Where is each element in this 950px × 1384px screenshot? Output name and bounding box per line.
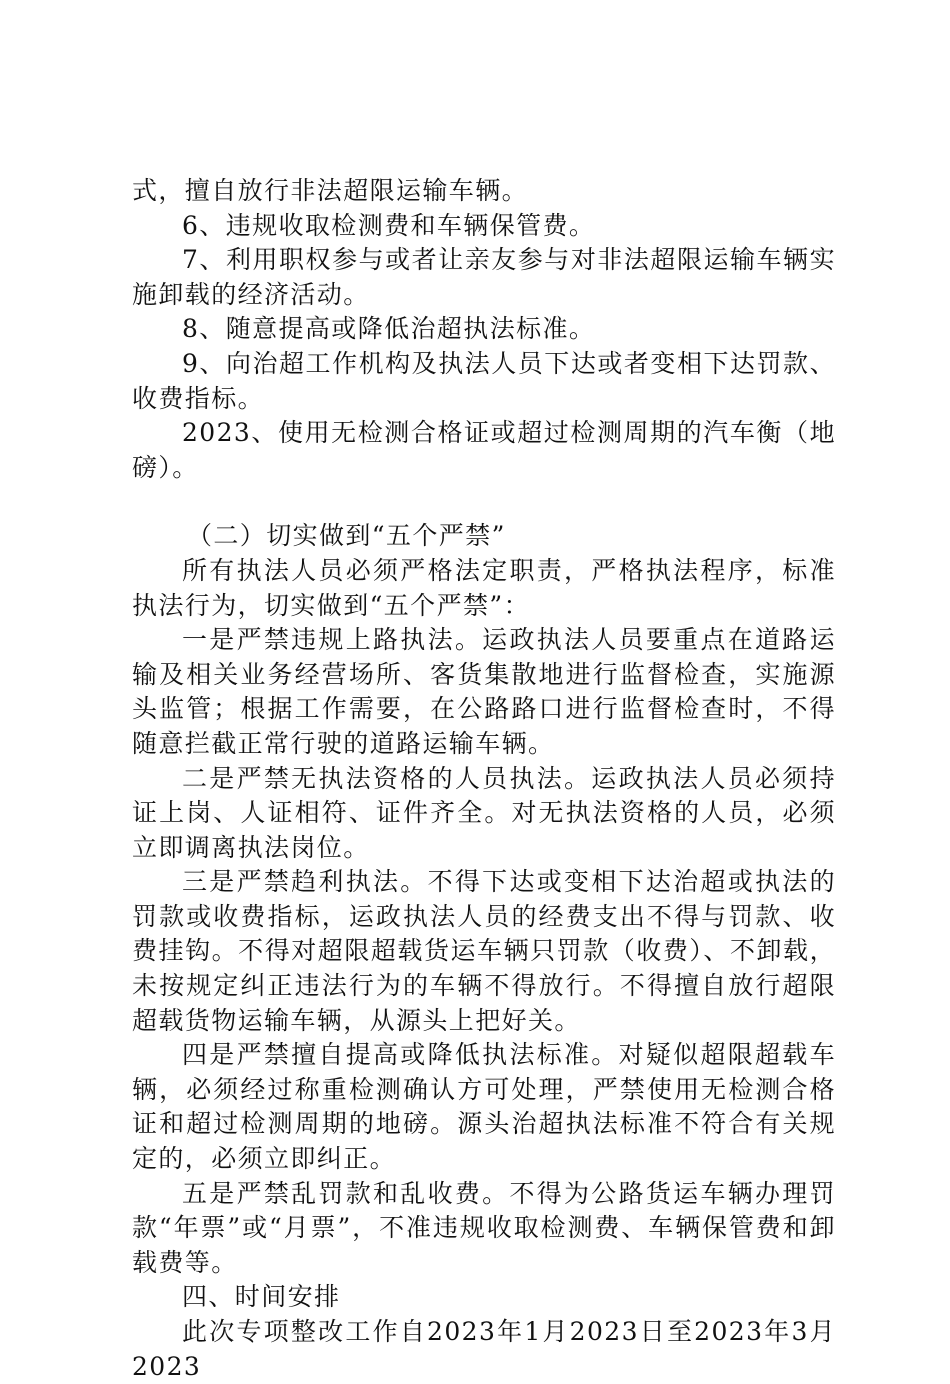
list-item-2023: 2023、使用无检测合格证或超过检测周期的汽车衡（地磅）。 [132,418,836,482]
paragraph-prohibition-5: 五是严禁乱罚款和乱收费。不得为公路货运车辆办理罚款“年票”或“月票”，不准违规收取检测费、车辆保管费和卸载费等。 [132,1178,836,1277]
paragraph-prohibition-3: 三是严禁趋利执法。不得下达或变相下达治超或执法的罚款或收费指标，运政执法人员的经费支出不得与罚款、收费挂钩。不得对超限超载货运车辆只罚款（收费）、不卸载，未按规定纠正违法行为的车辆不得放行。不得擅自放行超限超载货物运输车辆，从源头上把好关。 [132,867,836,1035]
section-heading-five-prohibitions: （二）切实做到“五个严禁” [187,521,506,551]
document-body [132,174,836,1384]
list-item-7: 7、利用职权参与或者让亲友参与对非法超限运输车辆实施卸载的经济活动。 [132,245,836,309]
paragraph-intro: 所有执法人员必须严格法定职责，严格执法程序，标准执法行为，切实做到“五个严禁”： [132,555,836,620]
paragraph-continuation: 式，擅自放行非法超限运输车辆。 [132,176,529,205]
section-heading-schedule: 四、时间安排 [182,1282,341,1312]
paragraph-prohibition-1: 一是严禁违规上路执法。运政执法人员要重点在道路运输及相关业务经营场所、客货集散地进行监督检查，实施源头监管；根据工作需要，在公路路口进行监督检查时，不得随意拦截正常行驶的道路运输车辆。 [132,625,836,758]
list-item-9: 9、向治超工作机构及执法人员下达或者变相下达罚款、收费指标。 [132,348,836,413]
paragraph-prohibition-2: 二是严禁无执法资格的人员执法。运政执法人员必须持证上岗、人证相符、证件齐全。对无执法资格的人员，必须立即调离执法岗位。 [132,763,836,862]
list-item-6: 6、违规收取检测费和车辆保管费。 [182,210,596,240]
paragraph-prohibition-4: 四是严禁擅自提高或降低执法标准。对疑似超限超载车辆，必须经过称重检测确认方可处理，严禁使用无检测合格证和超过检测周期的地磅。源头治超执法标准不符合有关规定的，必须立即纠正。 [132,1040,836,1174]
list-item-8: 8、随意提高或降低治超执法标准。 [182,314,596,344]
paragraph-schedule: 此次专项整改工作自2023年1月2023日至2023年3月2023 [132,1317,836,1381]
